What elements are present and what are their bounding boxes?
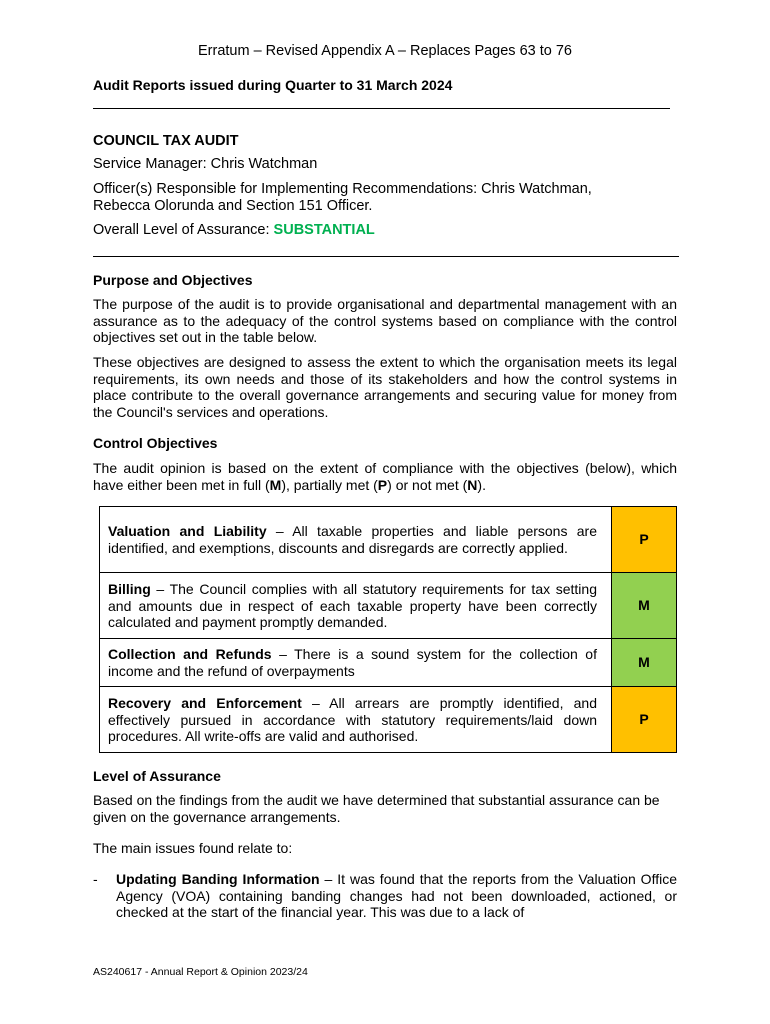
objective-description (100, 573, 612, 639)
objective-text: – There is a sound system for the collection of income and the refund of overpayments (108, 646, 597, 679)
assurance-value: SUBSTANTIAL (273, 222, 375, 238)
table-row (100, 573, 677, 639)
purpose-paragraph-1: The purpose of the audit is to provide organisational and departmental management with an assurance as to the adequacy of the control systems based on compliance with the control objectives set out in the table below. (93, 296, 677, 346)
control-objectives-heading: Control Objectives (93, 435, 218, 451)
objective-title: Valuation and Liability (108, 523, 267, 540)
issue-bullet: - (93, 871, 98, 887)
audit-section-title: COUNCIL TAX AUDIT (93, 133, 239, 149)
intro-text-d: ). (477, 476, 486, 493)
level-paragraph: Based on the findings from the audit we have determined that substantial assurance can be given on the governance arrangements. (93, 792, 660, 825)
issue-item (93, 871, 677, 921)
objective-text: – All taxable properties and liable persons are identified, and exemptions, discounts and disregards are correctly applied. (108, 523, 597, 556)
objective-description (100, 687, 612, 753)
intro-text-c: ) or not met ( (387, 476, 468, 493)
objective-description (100, 507, 612, 573)
met-code: M (269, 476, 282, 493)
issue-text (116, 871, 677, 921)
main-issues-intro: The main issues found relate to: (93, 840, 293, 856)
overall-assurance (93, 222, 375, 239)
table-row (100, 507, 677, 573)
objective-rating: P (612, 507, 677, 573)
objective-title: Collection and Refunds (108, 646, 272, 663)
service-manager: Service Manager: Chris Watchman (93, 156, 318, 172)
officers-line-2: Rebecca Olorunda and Section 151 Officer. (93, 198, 373, 214)
objective-title: Recovery and Enforcement (108, 694, 302, 711)
intro-text-a: The audit opinion is based on the extent of compliance with the objectives (below), which have either been met in full ( (93, 460, 677, 493)
table-row (100, 687, 677, 753)
level-of-assurance-heading: Level of Assurance (93, 768, 221, 784)
issue-description: – It was found that the reports from the Valuation Office Agency (VOA) containing banding changes had not been downloaded, actioned, or checked at the start of the financial year. This was due to a lack of (116, 871, 677, 921)
divider-top (93, 108, 670, 109)
audit-reports-title: Audit Reports issued during Quarter to 31 March 2024 (93, 77, 453, 93)
table-row (100, 639, 677, 687)
issue-title: Updating Banding Information (116, 871, 320, 887)
intro-text-b: ), partially met ( (281, 476, 378, 493)
control-intro (93, 460, 677, 493)
objective-description (100, 639, 612, 687)
officers-line-1: Officer(s) Responsible for Implementing Recommendations: Chris Watchman, (93, 181, 592, 197)
objective-text: – The Council complies with all statutory requirements for tax setting and amounts due in respect of each taxable property have been correctly calculated and payment promptly demanded. (108, 580, 597, 631)
purpose-heading: Purpose and Objectives (93, 272, 253, 288)
assurance-label: Overall Level of Assurance: (93, 222, 274, 238)
control-objectives-table (99, 506, 677, 753)
divider-middle (93, 256, 679, 257)
objective-rating: M (612, 639, 677, 687)
objective-rating: P (612, 687, 677, 753)
purpose-paragraph-2: These objectives are designed to assess the extent to which the organisation meets its legal requirements, its own needs and those of its stakeholders and how the control systems in place contribute to the overall governance arrangements and securing value for money from the Council's services and operations. (93, 354, 677, 421)
page-footer: AS240617 - Annual Report & Opinion 2023/24 (93, 966, 308, 978)
partial-code: P (377, 476, 388, 493)
not-met-code: N (467, 476, 478, 493)
erratum-header: Erratum – Revised Appendix A – Replaces Pages 63 to 76 (197, 43, 572, 59)
objective-title: Billing (108, 580, 151, 597)
objective-rating: M (612, 573, 677, 639)
objective-text: – All arrears are promptly identified, and effectively pursued in accordance with statutory requirements/laid down procedures. All write-offs are valid and authorised. (108, 694, 597, 745)
